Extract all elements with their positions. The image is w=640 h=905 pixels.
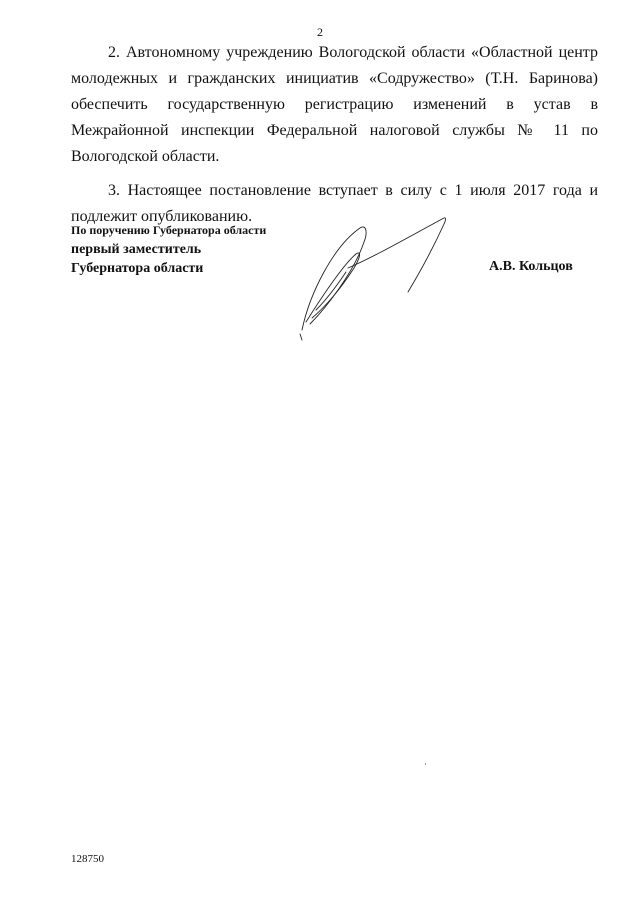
scan-speck bbox=[425, 763, 426, 765]
body-text bbox=[71, 40, 598, 238]
document-number: 128750 bbox=[71, 853, 104, 865]
paragraph-3: 3. Настоящее постановление вступает в силу с 1 июля 2017 года и подлежит опубликованию. bbox=[71, 182, 598, 225]
handwritten-signature bbox=[296, 212, 456, 342]
signatory-position-line-1: первый заместитель bbox=[71, 242, 202, 257]
signatory-name: А.В. Кольцов bbox=[489, 259, 573, 274]
paragraph-2: 2. Автономному учреждению Вологодской области «Областной центр молодежных и гражданских инициатив «Содружество» (Т.Н. Баринова) обеспечить государственную регистрацию изменений в устав в Межрайонной инспекции Федеральной налоговой службы № 11 по Вологодской области. bbox=[71, 44, 598, 165]
signatory-position bbox=[71, 240, 203, 278]
signatory-position-line-2: Губернатора области bbox=[71, 261, 204, 276]
page-number: 2 bbox=[317, 25, 323, 39]
signature-caption: По поручению Губернатора области bbox=[71, 223, 267, 237]
